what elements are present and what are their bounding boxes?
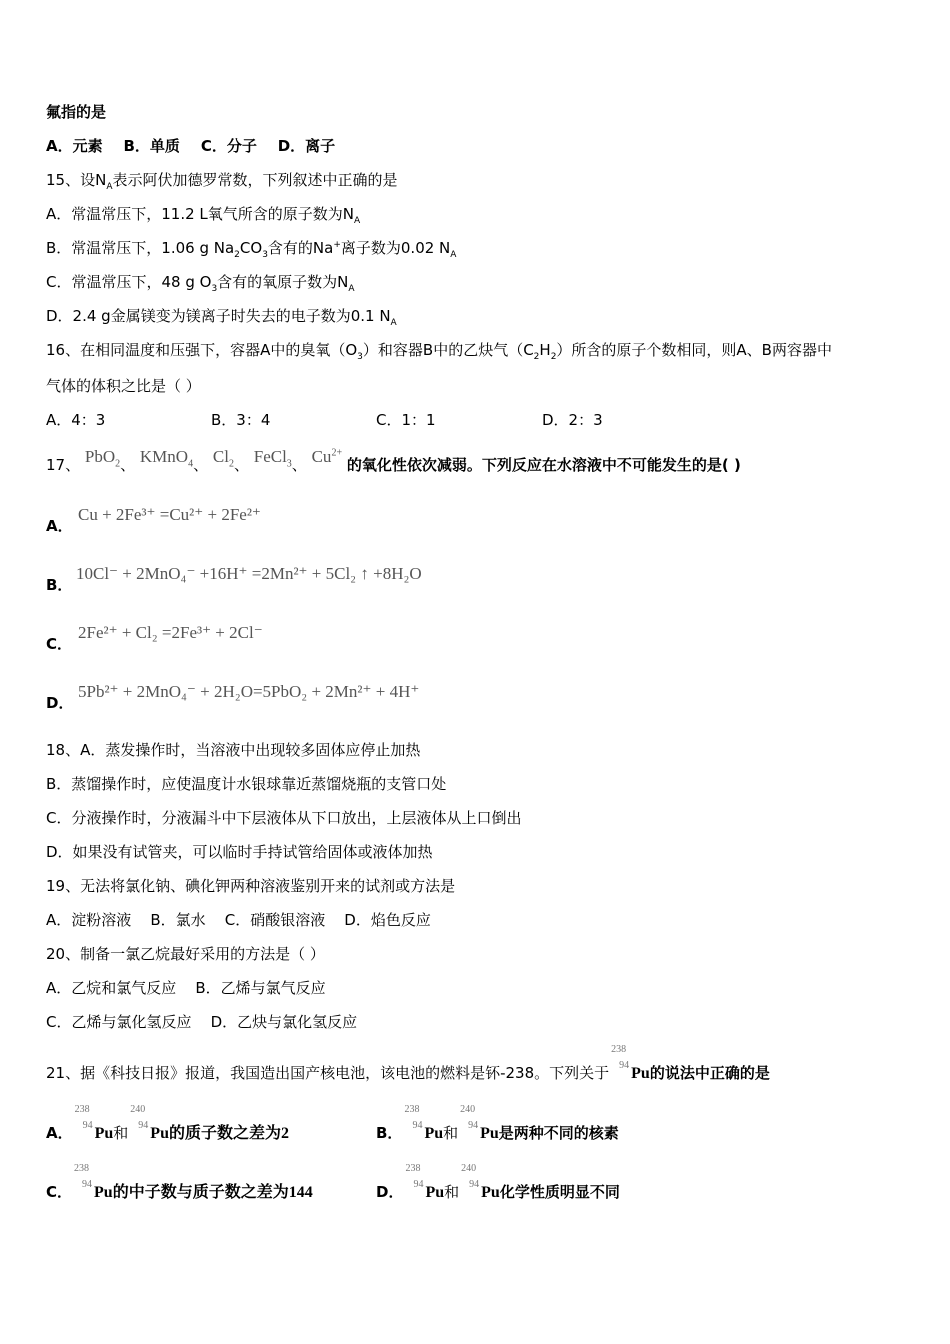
q20-stem: 20、制备一氯乙烷最好采用的方法是（ ） <box>46 945 325 963</box>
formula-cl2: $Cl_2$ <box>212 447 234 470</box>
q15-option-c: C．常温常压下，48 g $O_3$含有的氧原子数为$N_A$ <box>46 273 355 294</box>
q21-option-a: A． 238 94 Pu和 240 94 Pu的质子数之差为2 <box>46 1104 289 1142</box>
q14-options: A．元素 B．单质 C．分子 D．离子 <box>46 137 336 155</box>
line-fluorine: 氟指的是 <box>46 103 107 121</box>
q16-stem: 16、在相同温度和压强下，容器A中的臭氧$(O_3)$和容器B中的乙炔气$(C_2H_2)$所含的原子个数相同，则A、B两容器中 <box>46 341 832 362</box>
q16-stem-cont: 气体的体积之比是（ ） <box>46 377 201 395</box>
q17-option-b-equation: 10Cl⁻ + 2MnO₄⁻ +16H⁺ =2Mn²⁺ + 5Cl₂ ↑ +8H₂O <box>76 564 422 583</box>
q17-stem: 17、 PbO$_2$、 KMnO$_4$、 $Cl_2$、 FeCl$_3$、 $Cu^{2+}$ 的氧化性依次减弱。下列反应在水溶液中不可能发生的是( ) <box>46 447 741 474</box>
q19-options: A．淀粉溶液 B．氯水 C．硝酸银溶液 D．焰色反应 <box>46 911 431 929</box>
isotope-238: 238 94 <box>611 1044 630 1071</box>
formula-pbo2: PbO$_2$ <box>84 447 121 470</box>
q17-option-a-label: A． <box>46 517 73 535</box>
q15-option-d: D．2.4 g金属镁变为镁离子时失去的电子数为0.1 $N_A$ <box>46 307 397 328</box>
q18-option-b: B．蒸馏操作时，应使温度计水银球靠近蒸馏烧瓶的支管口处 <box>46 775 447 793</box>
q15-stem: 15、设$N_A$表示阿伏加德罗常数，下列叙述中正确的是 <box>46 171 398 192</box>
q21-option-b: B． 238 94 Pu和 240 94 Pu是两种不同的核素 <box>376 1104 619 1142</box>
q21-option-c: C． 238 94 Pu的中子数与质子数之差为144 <box>46 1163 313 1201</box>
q15-option-a: A．常温常压下，11.2 L氧气所含的原子数为$N_A$ <box>46 205 361 226</box>
q20-options-cd: C．乙烯与氯化氢反应 D．乙炔与氯化氢反应 <box>46 1013 358 1031</box>
q21-stem: 21、据《科技日报》报道，我国造出国产核电池，该电池的燃料是钚-238。下列关于 238 94 Pu的说法中正确的是 <box>46 1044 770 1082</box>
q17-option-c-equation: 2Fe²⁺ + Cl₂ =2Fe³⁺ + 2Cl⁻ <box>78 623 263 642</box>
q19-stem: 19、无法将氯化钠、碘化钾两种溶液鉴别开来的试剂或方法是 <box>46 877 456 895</box>
q15-option-b: B．常温常压下，1.06 g $Na_2CO_3$含有的Na+离子数为0.02 $N_A$ <box>46 239 457 260</box>
q17-option-d-equation: 5Pb²⁺ + 2MnO₄⁻ + 2H₂O=5PbO₂ + 2Mn²⁺ + 4H⁺ <box>78 682 420 701</box>
formula-kmno4: KMnO$_4$ <box>139 447 194 470</box>
q18-option-d: D．如果没有试管夹，可以临时手持试管给固体或液体加热 <box>46 843 433 861</box>
q17-option-c-label: C． <box>46 635 73 653</box>
q18-option-a: 18、A．蒸发操作时，当溶液中出现较多固体应停止加热 <box>46 741 421 759</box>
q17-option-b-label: B． <box>46 576 73 594</box>
formula-fecl3: FeCl$_3$ <box>253 447 292 470</box>
q21-option-d: D． 238 94 Pu和 240 94 Pu化学性质明显不同 <box>376 1163 620 1201</box>
q18-option-c: C．分液操作时，分液漏斗中下层液体从下口放出，上层液体从上口倒出 <box>46 809 522 827</box>
q17-option-d-label: D． <box>46 694 74 712</box>
q20-options-ab: A．乙烷和氯气反应 B．乙烯与氯气反应 <box>46 979 326 997</box>
q17-option-a-equation: Cu + 2Fe³⁺ =Cu²⁺ + 2Fe²⁺ <box>78 505 261 524</box>
formula-cu2: $Cu^{2+}$ <box>311 447 343 466</box>
